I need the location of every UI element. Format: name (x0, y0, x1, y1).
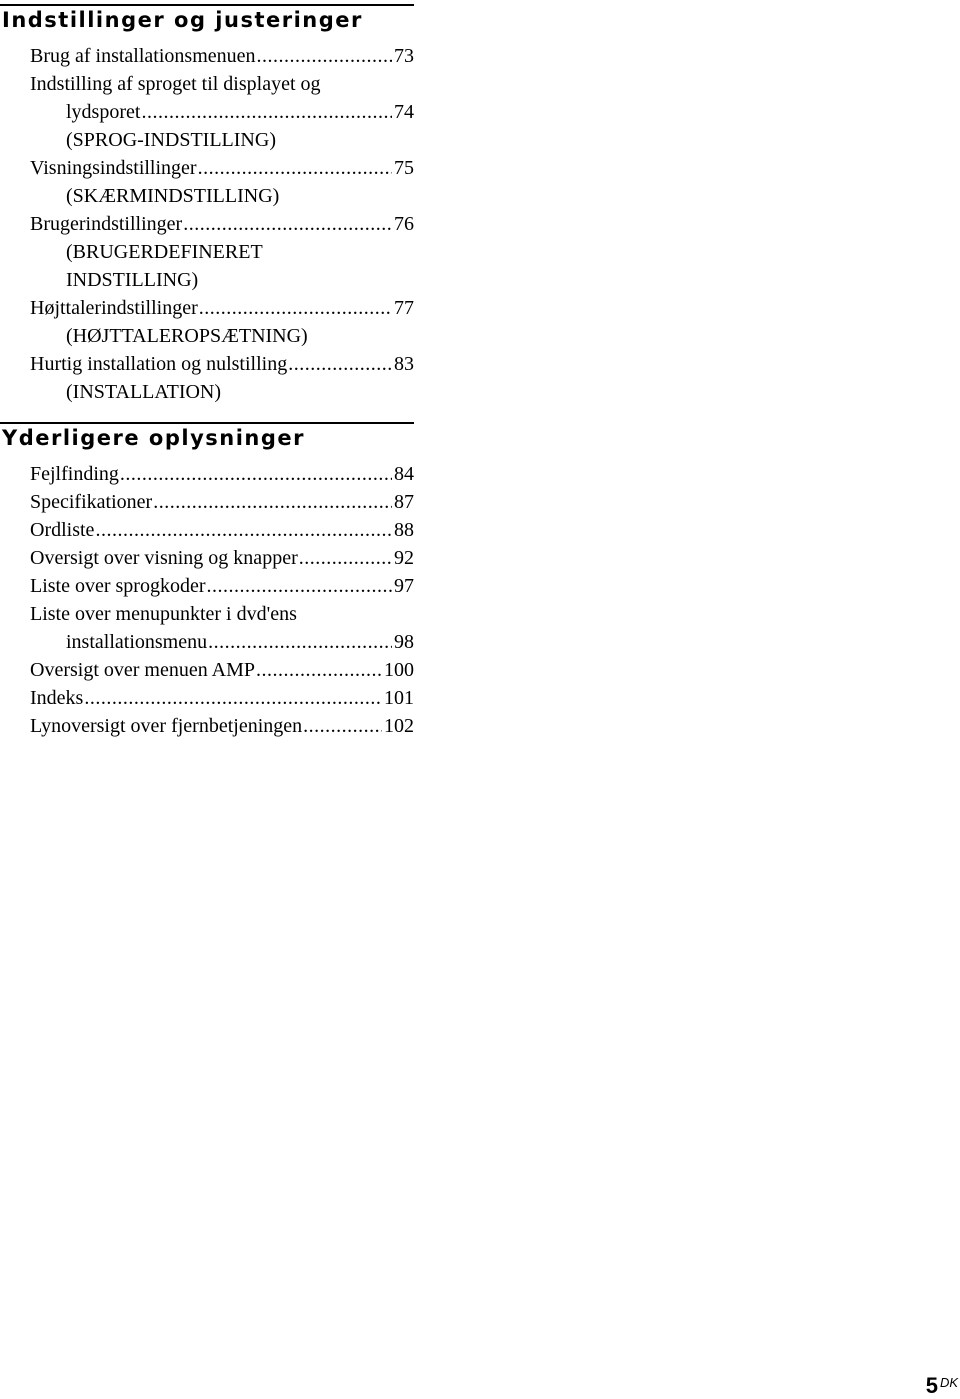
toc-entry-page: 98 (394, 631, 414, 653)
toc-entry-page: 101 (384, 687, 414, 709)
table-of-contents (0, 0, 414, 740)
toc-entry-page: 73 (394, 45, 414, 67)
dot-leader (141, 98, 392, 126)
toc-entry[interactable] (0, 460, 414, 488)
toc-entry-title: Hurtig installation og nulstilling (30, 353, 288, 375)
dot-leader (303, 712, 382, 740)
toc-entry[interactable] (0, 572, 414, 600)
toc-entry-page: 100 (384, 659, 414, 681)
toc-entry-subtitle: INDSTILLING) (66, 269, 199, 291)
section-heading-settings: Indstillinger og justeringer (0, 4, 414, 42)
toc-entry-title: Oversigt over visning og knapper (30, 547, 298, 569)
dot-leader (207, 572, 392, 600)
toc-entry-page: 92 (394, 547, 414, 569)
toc-entry-title: Specifikationer (30, 491, 153, 513)
toc-entry-title: Visningsindstillinger (30, 157, 197, 179)
toc-entry-page: 74 (394, 101, 414, 123)
toc-entry-title: Brug af installationsmenuen (30, 45, 256, 67)
dot-leader (198, 154, 392, 182)
toc-entry-subtitle: (SPROG-INDSTILLING) (66, 129, 276, 151)
dot-leader (153, 488, 392, 516)
toc-entry-subtitle: (SKÆRMINDSTILLING) (66, 185, 280, 207)
toc-entry-title: Liste over sprogkoder (30, 575, 206, 597)
dot-leader (256, 656, 382, 684)
toc-entry[interactable] (0, 656, 414, 684)
toc-entry-page: 83 (394, 353, 414, 375)
toc-entry[interactable] (0, 488, 414, 516)
toc-entry-title: Højttalerindstillinger (30, 297, 198, 319)
toc-entry-subtitle: (HØJTTALEROPSÆTNING) (66, 325, 308, 347)
toc-entry-title: Ordliste (30, 519, 95, 541)
toc-entry[interactable] (0, 712, 414, 740)
dot-leader (84, 684, 382, 712)
toc-entry-page: 84 (394, 463, 414, 485)
toc-entry-page: 102 (384, 715, 414, 737)
toc-entry-page: 76 (394, 213, 414, 235)
toc-entry[interactable] (0, 294, 414, 350)
dot-leader (95, 516, 392, 544)
section-heading-additional-info: Yderligere oplysninger (0, 422, 414, 460)
toc-entry[interactable] (0, 154, 414, 210)
toc-entry-subtitle: (INSTALLATION) (66, 381, 222, 403)
toc-entry-title: installationsmenu (66, 631, 208, 653)
toc-entry[interactable] (0, 70, 414, 154)
toc-entry-page: 87 (394, 491, 414, 513)
toc-entry-title: Oversigt over menuen AMP (30, 659, 255, 681)
page-language-code: DK (939, 1374, 958, 1390)
toc-entry[interactable] (0, 544, 414, 572)
toc-entry-page: 77 (394, 297, 414, 319)
toc-entry-title-line1: Liste over menupunkter i dvd'ens (30, 603, 297, 625)
dot-leader (199, 294, 392, 322)
toc-entry-page: 97 (394, 575, 414, 597)
toc-entry[interactable] (0, 600, 414, 656)
dot-leader (288, 350, 392, 378)
toc-entry-subtitle: (BRUGERDEFINERET (66, 241, 263, 263)
toc-entry[interactable] (0, 350, 414, 406)
toc-entry[interactable] (0, 516, 414, 544)
dot-leader (257, 42, 392, 70)
toc-entry-page: 75 (394, 157, 414, 179)
page-number (926, 1375, 958, 1397)
toc-entry-title-line1: Indstilling af sproget til displayet og (30, 73, 321, 95)
dot-leader (208, 628, 392, 656)
toc-entry-title: Lynoversigt over fjernbetjeningen (30, 715, 303, 737)
toc-entry-title: lydsporet (66, 101, 141, 123)
dot-leader (120, 460, 392, 488)
toc-entry-title: Brugerindstillinger (30, 213, 183, 235)
toc-entry-page: 88 (394, 519, 414, 541)
toc-entry[interactable] (0, 210, 414, 294)
section-entries-additional-info (0, 460, 414, 740)
toc-entry[interactable] (0, 42, 414, 70)
toc-entry-title: Indeks (30, 687, 84, 709)
section-entries-settings (0, 42, 414, 406)
dot-leader (183, 210, 392, 238)
page-number-value: 5 (925, 1373, 938, 1398)
toc-entry[interactable] (0, 684, 414, 712)
dot-leader (299, 544, 392, 572)
toc-entry-title: Fejlfinding (30, 463, 119, 485)
